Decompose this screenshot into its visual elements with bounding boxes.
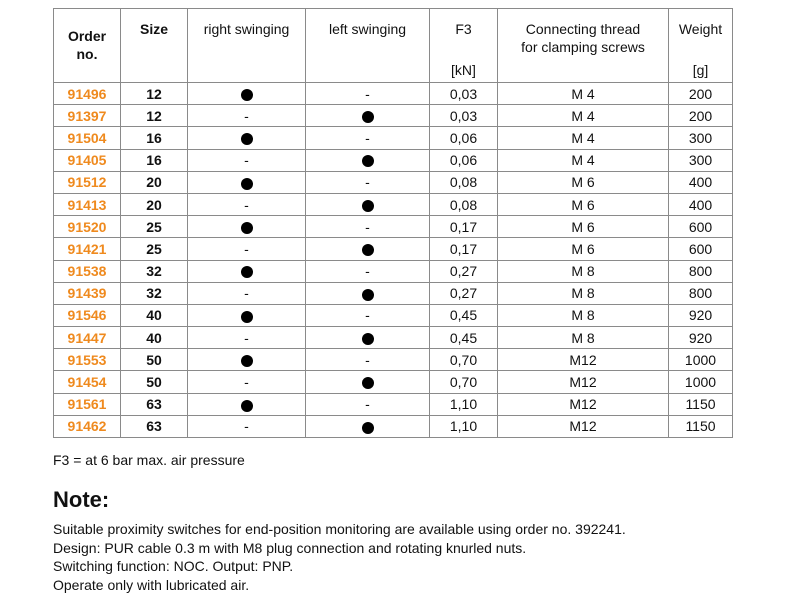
f3-cell: 0,70 bbox=[430, 371, 498, 393]
order-cell: 91405 bbox=[54, 149, 121, 171]
table-row bbox=[54, 105, 733, 127]
order-cell: 91520 bbox=[54, 216, 121, 238]
col-header-right-swinging bbox=[188, 9, 306, 83]
size-cell: 50 bbox=[121, 349, 188, 371]
note-line: Operate only with lubricated air. bbox=[53, 576, 250, 593]
f3-cell: 0,27 bbox=[430, 260, 498, 282]
size-cell: 63 bbox=[121, 415, 188, 437]
col-header-order bbox=[54, 9, 121, 83]
order-cell: 91439 bbox=[54, 282, 121, 304]
size-cell: 32 bbox=[121, 282, 188, 304]
weight-cell: 920 bbox=[669, 327, 733, 349]
spec-table bbox=[53, 8, 733, 438]
size-cell: 40 bbox=[121, 327, 188, 349]
col-header-f3 bbox=[430, 9, 498, 83]
filled-dot-icon bbox=[362, 422, 374, 434]
size-cell: 40 bbox=[121, 304, 188, 326]
right-swinging-cell bbox=[188, 83, 306, 105]
thread-cell: M 4 bbox=[498, 149, 669, 171]
col-header-size bbox=[121, 9, 188, 83]
col-header-thread-line1: Connecting thread bbox=[525, 21, 641, 37]
table-header-row bbox=[54, 9, 733, 83]
size-cell: 63 bbox=[121, 393, 188, 415]
order-cell: 91546 bbox=[54, 304, 121, 326]
table-row bbox=[54, 282, 733, 304]
weight-cell: 300 bbox=[669, 127, 733, 149]
size-cell: 12 bbox=[121, 83, 188, 105]
col-header-f3-label: F3 bbox=[455, 21, 472, 37]
f3-cell: 0,06 bbox=[430, 149, 498, 171]
filled-dot-icon bbox=[241, 266, 253, 278]
filled-dot-icon bbox=[241, 400, 253, 412]
right-swinging-cell bbox=[188, 216, 306, 238]
f3-cell: 1,10 bbox=[430, 393, 498, 415]
right-swinging-cell bbox=[188, 127, 306, 149]
left-swinging-cell: - bbox=[306, 83, 430, 105]
thread-cell: M12 bbox=[498, 371, 669, 393]
weight-cell: 1000 bbox=[669, 371, 733, 393]
table-row bbox=[54, 216, 733, 238]
order-cell: 91397 bbox=[54, 105, 121, 127]
note-line: Switching function: NOC. Output: PNP. bbox=[53, 558, 294, 574]
note-line: Design: PUR cable 0.3 m with M8 plug connection and rotating knurled nuts. bbox=[53, 539, 527, 556]
table-row bbox=[54, 238, 733, 260]
weight-cell: 1150 bbox=[669, 415, 733, 437]
weight-cell: 400 bbox=[669, 171, 733, 193]
order-cell: 91447 bbox=[54, 327, 121, 349]
col-header-thread bbox=[498, 9, 669, 83]
right-swinging-cell: - bbox=[188, 149, 306, 171]
table-row bbox=[54, 83, 733, 105]
weight-cell: 600 bbox=[669, 216, 733, 238]
size-cell: 12 bbox=[121, 105, 188, 127]
right-swinging-cell: - bbox=[188, 105, 306, 127]
filled-dot-icon bbox=[362, 200, 374, 212]
right-swinging-cell: - bbox=[188, 282, 306, 304]
f3-cell: 0,45 bbox=[430, 327, 498, 349]
size-cell: 25 bbox=[121, 238, 188, 260]
left-swinging-cell bbox=[306, 193, 430, 215]
col-header-left-swinging bbox=[306, 9, 430, 83]
weight-cell: 1150 bbox=[669, 393, 733, 415]
size-cell: 20 bbox=[121, 171, 188, 193]
size-cell: 25 bbox=[121, 216, 188, 238]
weight-cell: 920 bbox=[669, 304, 733, 326]
size-cell: 20 bbox=[121, 193, 188, 215]
note-body bbox=[53, 520, 626, 594]
table-row bbox=[54, 149, 733, 171]
left-swinging-cell: - bbox=[306, 349, 430, 371]
f3-cell: 0,08 bbox=[430, 171, 498, 193]
filled-dot-icon bbox=[241, 178, 253, 190]
thread-cell: M 8 bbox=[498, 327, 669, 349]
f3-cell: 0,03 bbox=[430, 83, 498, 105]
left-swinging-cell bbox=[306, 238, 430, 260]
f3-cell: 0,45 bbox=[430, 304, 498, 326]
left-swinging-cell: - bbox=[306, 171, 430, 193]
order-cell: 91504 bbox=[54, 127, 121, 149]
size-cell: 50 bbox=[121, 371, 188, 393]
weight-cell: 800 bbox=[669, 260, 733, 282]
col-header-f3-unit: [kN] bbox=[451, 62, 476, 78]
col-header-size-label: Size bbox=[139, 21, 168, 37]
thread-cell: M 6 bbox=[498, 216, 669, 238]
col-header-order-line2: no. bbox=[76, 46, 98, 62]
f3-cell: 0,08 bbox=[430, 193, 498, 215]
table-body bbox=[54, 83, 733, 438]
order-cell: 91561 bbox=[54, 393, 121, 415]
f3-cell: 0,17 bbox=[430, 238, 498, 260]
col-header-weight-label: Weight bbox=[678, 21, 723, 37]
note-title: Note: bbox=[53, 487, 110, 512]
filled-dot-icon bbox=[241, 311, 253, 323]
left-swinging-cell: - bbox=[306, 216, 430, 238]
order-cell: 91454 bbox=[54, 371, 121, 393]
size-cell: 16 bbox=[121, 149, 188, 171]
right-swinging-cell: - bbox=[188, 371, 306, 393]
right-swinging-cell: - bbox=[188, 238, 306, 260]
right-swinging-cell: - bbox=[188, 327, 306, 349]
right-swinging-cell: - bbox=[188, 193, 306, 215]
right-swinging-cell bbox=[188, 171, 306, 193]
thread-cell: M 6 bbox=[498, 238, 669, 260]
size-cell: 16 bbox=[121, 127, 188, 149]
left-swinging-cell bbox=[306, 282, 430, 304]
table-row bbox=[54, 393, 733, 415]
thread-cell: M 6 bbox=[498, 193, 669, 215]
f3-cell: 1,10 bbox=[430, 415, 498, 437]
right-swinging-cell: - bbox=[188, 415, 306, 437]
thread-cell: M 8 bbox=[498, 282, 669, 304]
left-swinging-cell bbox=[306, 105, 430, 127]
filled-dot-icon bbox=[362, 377, 374, 389]
weight-cell: 600 bbox=[669, 238, 733, 260]
left-swinging-cell: - bbox=[306, 260, 430, 282]
f3-cell: 0,17 bbox=[430, 216, 498, 238]
right-swinging-cell bbox=[188, 260, 306, 282]
col-header-left-label: left swinging bbox=[328, 21, 407, 37]
weight-cell: 200 bbox=[669, 105, 733, 127]
table-row bbox=[54, 193, 733, 215]
col-header-order-line1: Order bbox=[67, 28, 107, 44]
thread-cell: M 4 bbox=[498, 105, 669, 127]
filled-dot-icon bbox=[241, 89, 253, 101]
weight-cell: 300 bbox=[669, 149, 733, 171]
left-swinging-cell bbox=[306, 149, 430, 171]
right-swinging-cell bbox=[188, 393, 306, 415]
f3-cell: 0,06 bbox=[430, 127, 498, 149]
filled-dot-icon bbox=[362, 289, 374, 301]
thread-cell: M 4 bbox=[498, 127, 669, 149]
f3-cell: 0,70 bbox=[430, 349, 498, 371]
left-swinging-cell: - bbox=[306, 393, 430, 415]
left-swinging-cell: - bbox=[306, 127, 430, 149]
left-swinging-cell: - bbox=[306, 304, 430, 326]
table-row bbox=[54, 304, 733, 326]
thread-cell: M12 bbox=[498, 415, 669, 437]
table-row bbox=[54, 260, 733, 282]
filled-dot-icon bbox=[362, 155, 374, 167]
filled-dot-icon bbox=[362, 244, 374, 256]
filled-dot-icon bbox=[241, 355, 253, 367]
left-swinging-cell bbox=[306, 327, 430, 349]
footnote: F3 = at 6 bar max. air pressure bbox=[53, 452, 245, 468]
weight-cell: 1000 bbox=[669, 349, 733, 371]
f3-cell: 0,03 bbox=[430, 105, 498, 127]
filled-dot-icon bbox=[241, 133, 253, 145]
table-row bbox=[54, 171, 733, 193]
left-swinging-cell bbox=[306, 371, 430, 393]
size-cell: 32 bbox=[121, 260, 188, 282]
left-swinging-cell bbox=[306, 415, 430, 437]
filled-dot-icon bbox=[362, 333, 374, 345]
weight-cell: 400 bbox=[669, 193, 733, 215]
table-row bbox=[54, 327, 733, 349]
note-line: Suitable proximity switches for end-position monitoring are available using order no. 392241. bbox=[53, 521, 626, 537]
col-header-thread-line2: for clamping screws bbox=[521, 39, 645, 55]
order-cell: 91413 bbox=[54, 193, 121, 215]
filled-dot-icon bbox=[362, 111, 374, 123]
col-header-right-label: right swinging bbox=[203, 21, 290, 37]
thread-cell: M12 bbox=[498, 349, 669, 371]
order-cell: 91421 bbox=[54, 238, 121, 260]
filled-dot-icon bbox=[241, 222, 253, 234]
f3-cell: 0,27 bbox=[430, 282, 498, 304]
thread-cell: M 8 bbox=[498, 304, 669, 326]
thread-cell: M 6 bbox=[498, 171, 669, 193]
weight-cell: 200 bbox=[669, 83, 733, 105]
order-cell: 91553 bbox=[54, 349, 121, 371]
thread-cell: M 8 bbox=[498, 260, 669, 282]
order-cell: 91512 bbox=[54, 171, 121, 193]
right-swinging-cell bbox=[188, 304, 306, 326]
thread-cell: M 4 bbox=[498, 83, 669, 105]
table-row bbox=[54, 349, 733, 371]
order-cell: 91462 bbox=[54, 415, 121, 437]
table-row bbox=[54, 415, 733, 437]
col-header-weight bbox=[669, 9, 733, 83]
col-header-weight-unit: [g] bbox=[692, 62, 709, 78]
order-cell: 91538 bbox=[54, 260, 121, 282]
table-row bbox=[54, 371, 733, 393]
right-swinging-cell bbox=[188, 349, 306, 371]
thread-cell: M12 bbox=[498, 393, 669, 415]
weight-cell: 800 bbox=[669, 282, 733, 304]
table-row bbox=[54, 127, 733, 149]
order-cell: 91496 bbox=[54, 83, 121, 105]
